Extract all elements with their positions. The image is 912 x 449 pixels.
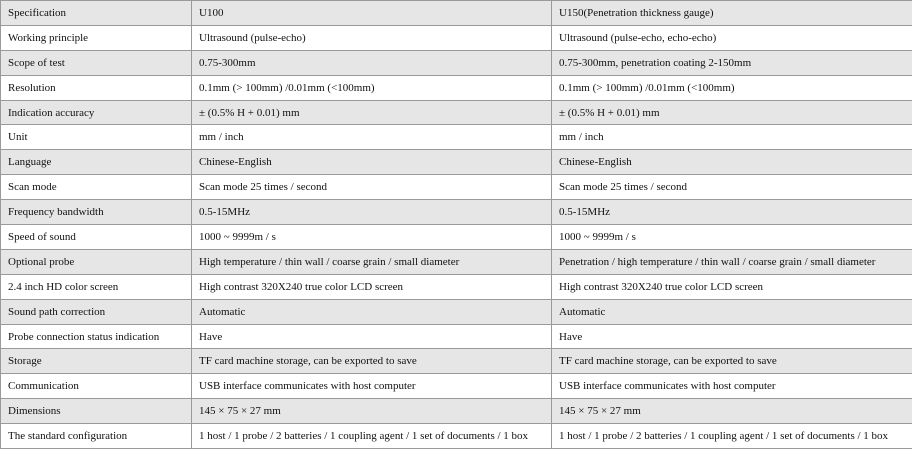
table-row [1, 274, 912, 299]
table-row [1, 299, 912, 324]
spec-label: Working principle [1, 25, 192, 50]
u100-value: Ultrasound (pulse-echo) [192, 25, 552, 50]
spec-label: Speed of sound [1, 225, 192, 250]
u150-value: 0.1mm (> 100mm) /0.01mm (<100mm) [552, 75, 912, 100]
u100-value: ± (0.5% H + 0.01) mm [192, 100, 552, 125]
spec-label: Scan mode [1, 175, 192, 200]
u100-value: 0.75-300mm [192, 50, 552, 75]
u150-value: 145 × 75 × 27 mm [552, 399, 912, 424]
table-row [1, 150, 912, 175]
spec-label: Frequency bandwidth [1, 200, 192, 225]
u150-value: Automatic [552, 299, 912, 324]
u150-value: Have [552, 324, 912, 349]
header-specification: Specification [1, 1, 192, 26]
table-row [1, 175, 912, 200]
header-u100: U100 [192, 1, 552, 26]
u100-value: mm / inch [192, 125, 552, 150]
table-row [1, 100, 912, 125]
table-row [1, 225, 912, 250]
table-row [1, 75, 912, 100]
spec-label: 2.4 inch HD color screen [1, 274, 192, 299]
u100-value: 1 host / 1 probe / 2 batteries / 1 coupling agent / 1 set of documents / 1 box [192, 424, 552, 449]
u100-value: Chinese-English [192, 150, 552, 175]
spec-label: Unit [1, 125, 192, 150]
u100-value: High temperature / thin wall / coarse grain / small diameter [192, 249, 552, 274]
u100-value: 145 × 75 × 27 mm [192, 399, 552, 424]
table-row [1, 200, 912, 225]
u150-value: 0.5-15MHz [552, 200, 912, 225]
u150-value: TF card machine storage, can be exported to save [552, 349, 912, 374]
header-u150: U150(Penetration thickness gauge) [552, 1, 912, 26]
u150-value: mm / inch [552, 125, 912, 150]
spec-label: The standard configuration [1, 424, 192, 449]
u150-value: USB interface communicates with host computer [552, 374, 912, 399]
u150-value: 0.75-300mm, penetration coating 2-150mm [552, 50, 912, 75]
spec-label: Optional probe [1, 249, 192, 274]
spec-label: Resolution [1, 75, 192, 100]
table-header-row [1, 1, 912, 26]
table-row [1, 424, 912, 449]
table-row [1, 349, 912, 374]
u100-value: 1000 ~ 9999m / s [192, 225, 552, 250]
u100-value: Scan mode 25 times / second [192, 175, 552, 200]
u100-value: TF card machine storage, can be exported to save [192, 349, 552, 374]
u100-value: High contrast 320X240 true color LCD screen [192, 274, 552, 299]
spec-label: Probe connection status indication [1, 324, 192, 349]
spec-label: Communication [1, 374, 192, 399]
table-row [1, 50, 912, 75]
u150-value: 1000 ~ 9999m / s [552, 225, 912, 250]
spec-label: Sound path correction [1, 299, 192, 324]
u150-value: High contrast 320X240 true color LCD screen [552, 274, 912, 299]
u150-value: Penetration / high temperature / thin wall / coarse grain / small diameter [552, 249, 912, 274]
u100-value: 0.5-15MHz [192, 200, 552, 225]
spec-label: Storage [1, 349, 192, 374]
u150-value: Ultrasound (pulse-echo, echo-echo) [552, 25, 912, 50]
table-row [1, 324, 912, 349]
table-row [1, 125, 912, 150]
u100-value: 0.1mm (> 100mm) /0.01mm (<100mm) [192, 75, 552, 100]
spec-label: Scope of test [1, 50, 192, 75]
u150-value: ± (0.5% H + 0.01) mm [552, 100, 912, 125]
table-row [1, 374, 912, 399]
spec-label: Indication accuracy [1, 100, 192, 125]
u100-value: Have [192, 324, 552, 349]
u100-value: Automatic [192, 299, 552, 324]
table-row [1, 249, 912, 274]
u150-value: Scan mode 25 times / second [552, 175, 912, 200]
spec-label: Language [1, 150, 192, 175]
table-row [1, 399, 912, 424]
u150-value: Chinese-English [552, 150, 912, 175]
u100-value: USB interface communicates with host computer [192, 374, 552, 399]
spec-label: Dimensions [1, 399, 192, 424]
u150-value: 1 host / 1 probe / 2 batteries / 1 coupling agent / 1 set of documents / 1 box [552, 424, 912, 449]
table-row [1, 25, 912, 50]
